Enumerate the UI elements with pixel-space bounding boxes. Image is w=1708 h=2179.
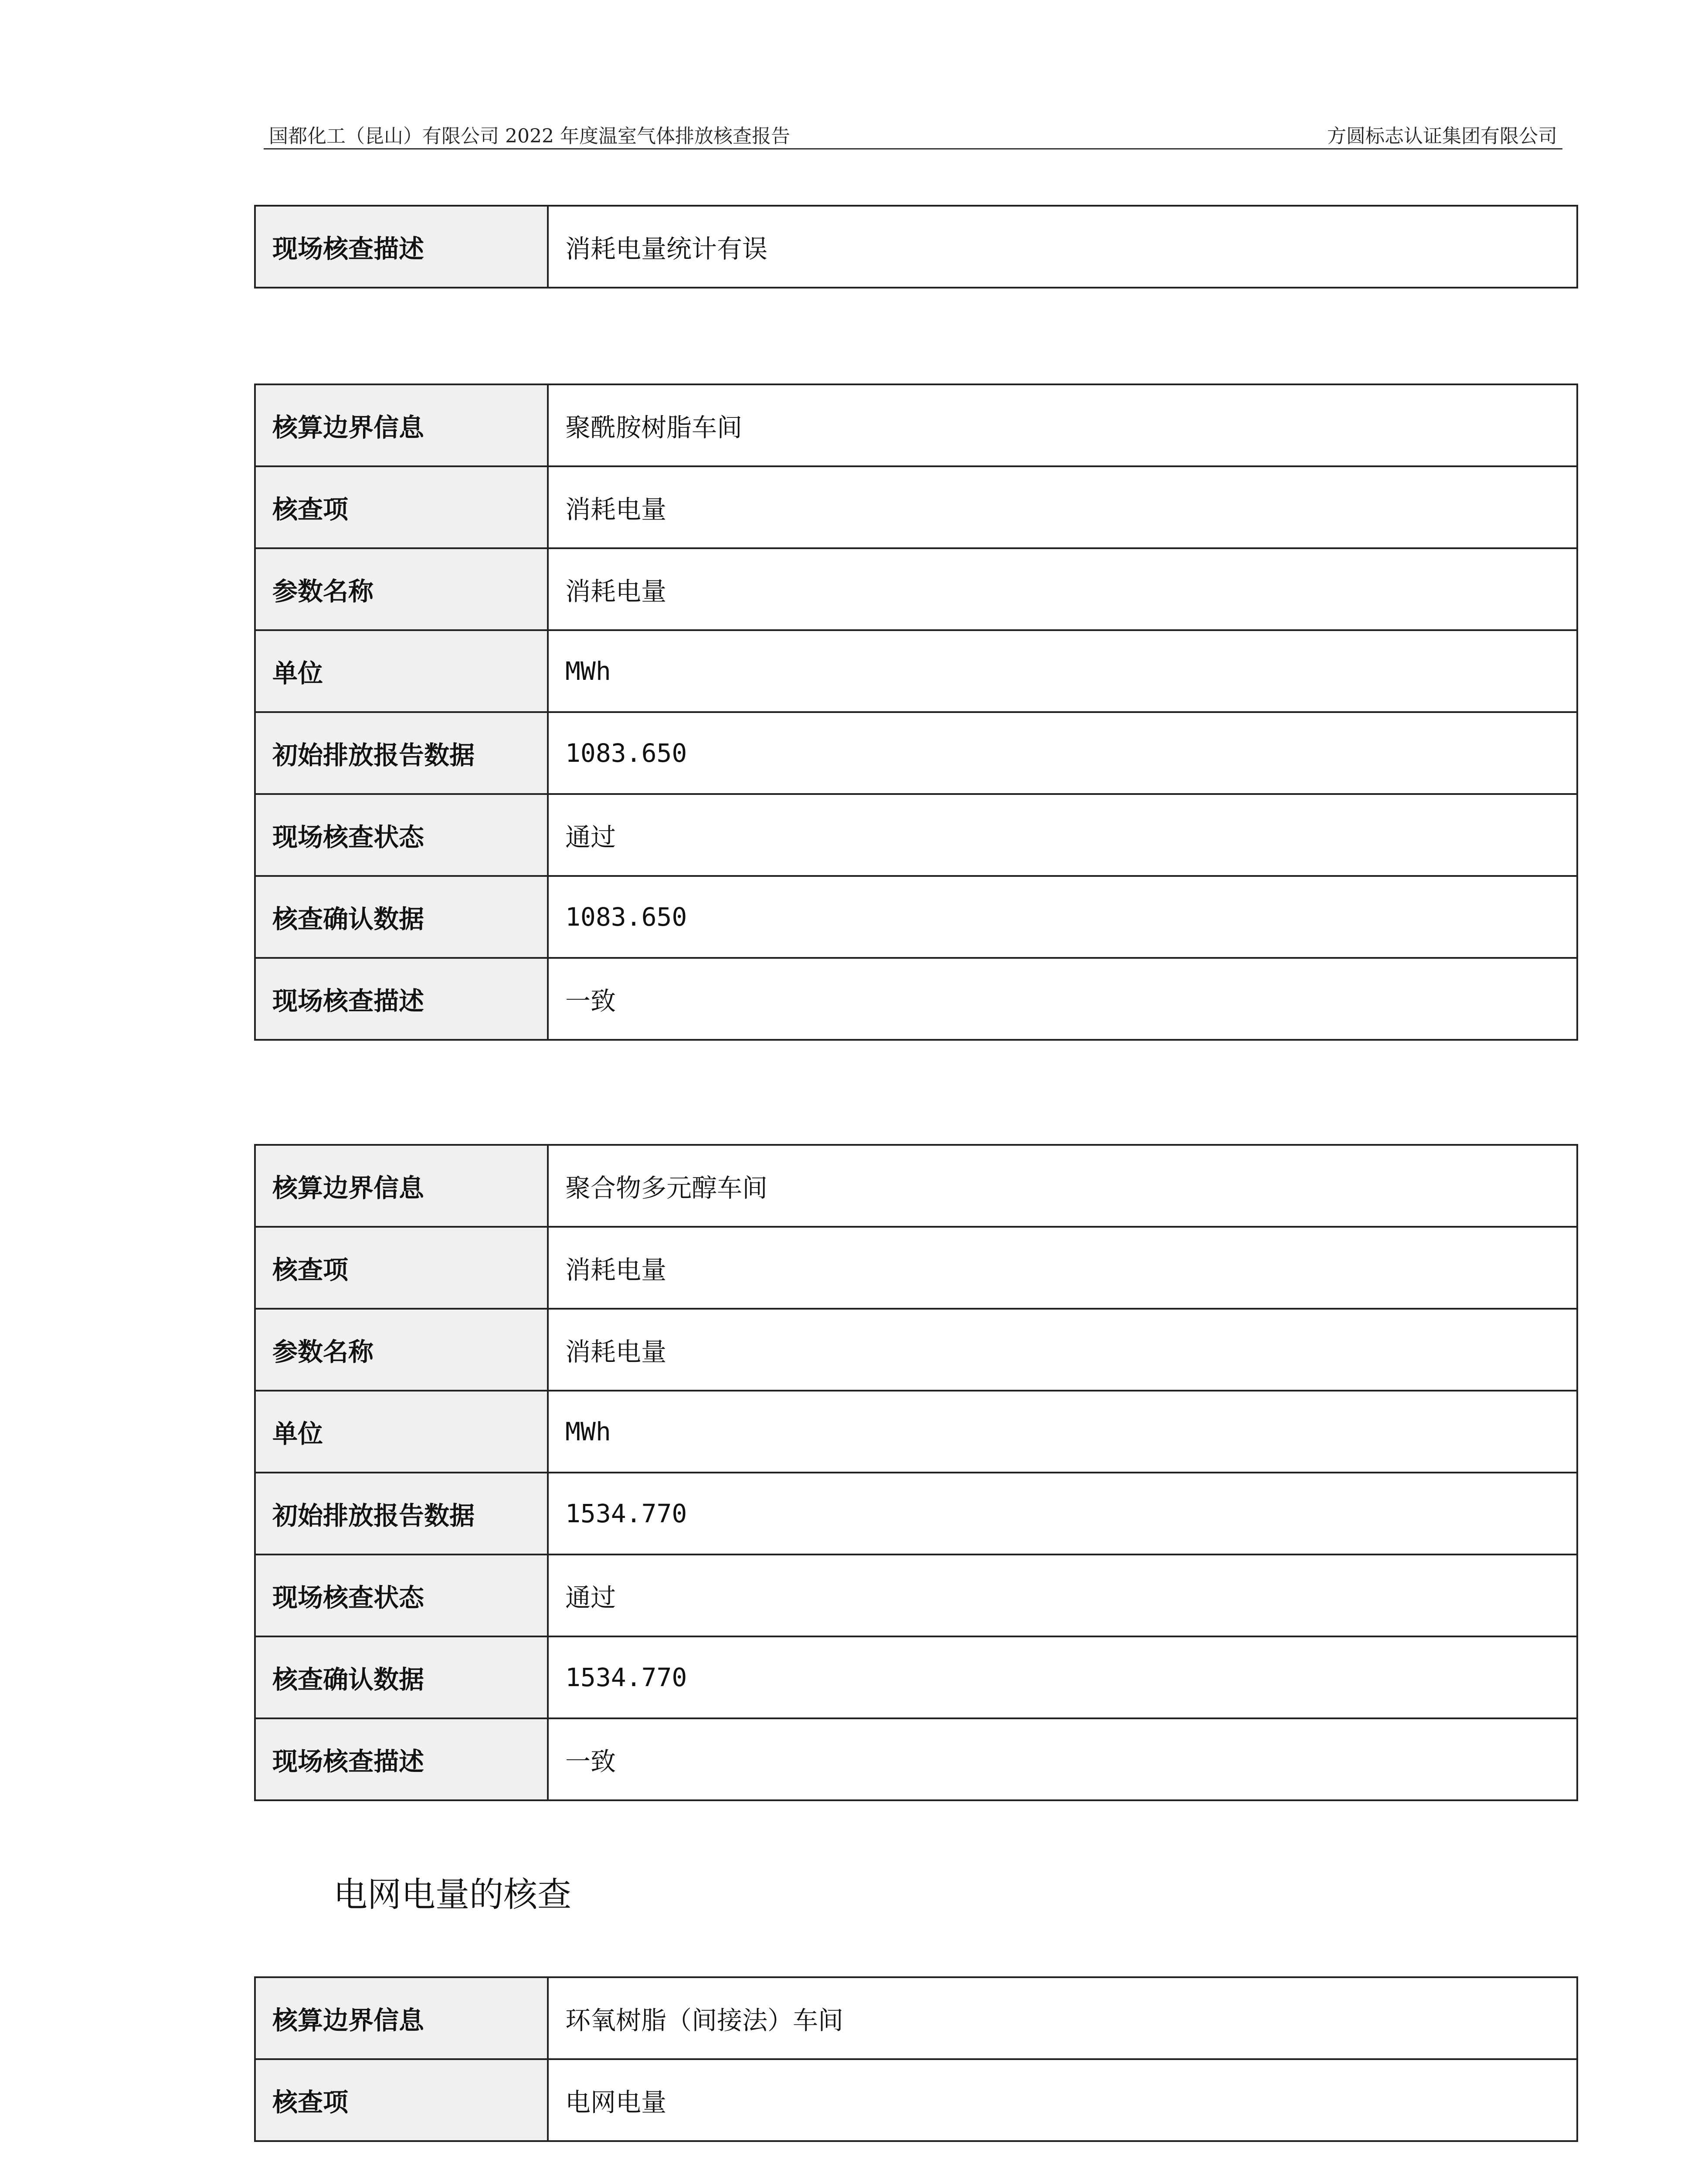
table-row [255, 1636, 1577, 1718]
row-key: 初始排放报告数据 [255, 712, 548, 794]
row-value: 消耗电量统计有误 [548, 206, 1577, 288]
row-key: 现场核查状态 [255, 794, 548, 876]
row-key: 核查项 [255, 466, 548, 548]
section-title: 电网电量的核查 [333, 1875, 572, 1914]
row-key: 现场核查描述 [255, 206, 548, 288]
row-key: 核查确认数据 [255, 876, 548, 958]
page-header [264, 117, 1562, 149]
verification-table-3 [254, 1976, 1578, 2142]
row-value: MWh [548, 630, 1577, 712]
row-value: 消耗电量 [548, 1227, 1577, 1309]
row-value: 聚合物多元醇车间 [548, 1145, 1577, 1227]
table-row [255, 794, 1577, 876]
table-row [255, 876, 1577, 958]
row-key: 核算边界信息 [255, 384, 548, 466]
row-key: 参数名称 [255, 1309, 548, 1391]
row-value: 1083.650 [548, 876, 1577, 958]
row-value: 环氧树脂（间接法）车间 [548, 1977, 1577, 2059]
row-value: MWh [548, 1391, 1577, 1473]
row-value: 消耗电量 [548, 548, 1577, 630]
row-value: 消耗电量 [548, 466, 1577, 548]
row-value: 电网电量 [548, 2059, 1577, 2141]
table-row [255, 1718, 1577, 1800]
row-value: 消耗电量 [548, 1309, 1577, 1391]
row-value: 一致 [548, 1718, 1577, 1800]
row-value: 1083.650 [548, 712, 1577, 794]
row-key: 核查确认数据 [255, 1636, 548, 1718]
row-value: 1534.770 [548, 1636, 1577, 1718]
table-row [255, 548, 1577, 630]
row-value: 聚酰胺树脂车间 [548, 384, 1577, 466]
row-key: 现场核查描述 [255, 1718, 548, 1800]
header-company: 方圆标志认证集团有限公司 [1327, 125, 1557, 147]
table-row [255, 1473, 1577, 1554]
row-value: 通过 [548, 1554, 1577, 1636]
row-key: 核算边界信息 [255, 1977, 548, 2059]
row-value: 1534.770 [548, 1473, 1577, 1554]
table-row [255, 206, 1577, 288]
row-value: 一致 [548, 958, 1577, 1040]
table-row [255, 1554, 1577, 1636]
table-row [255, 958, 1577, 1040]
table-row [255, 1227, 1577, 1309]
table-row [255, 712, 1577, 794]
row-key: 核查项 [255, 2059, 548, 2141]
row-key: 现场核查描述 [255, 958, 548, 1040]
table-row [255, 1309, 1577, 1391]
verification-table-1 [254, 384, 1578, 1041]
row-key: 核算边界信息 [255, 1145, 548, 1227]
verification-table-0 [254, 205, 1578, 288]
table-row [255, 630, 1577, 712]
table-row [255, 1145, 1577, 1227]
verification-table-2 [254, 1144, 1578, 1801]
table-row [255, 1977, 1577, 2059]
row-key: 单位 [255, 630, 548, 712]
row-key: 单位 [255, 1391, 548, 1473]
row-key: 核查项 [255, 1227, 548, 1309]
row-key: 参数名称 [255, 548, 548, 630]
row-key: 初始排放报告数据 [255, 1473, 548, 1554]
table-row [255, 466, 1577, 548]
header-report-title: 国都化工（昆山）有限公司 2022 年度温室气体排放核查报告 [269, 125, 790, 147]
row-key: 现场核查状态 [255, 1554, 548, 1636]
row-value: 通过 [548, 794, 1577, 876]
table-row [255, 2059, 1577, 2141]
table-row [255, 1391, 1577, 1473]
table-row [255, 384, 1577, 466]
